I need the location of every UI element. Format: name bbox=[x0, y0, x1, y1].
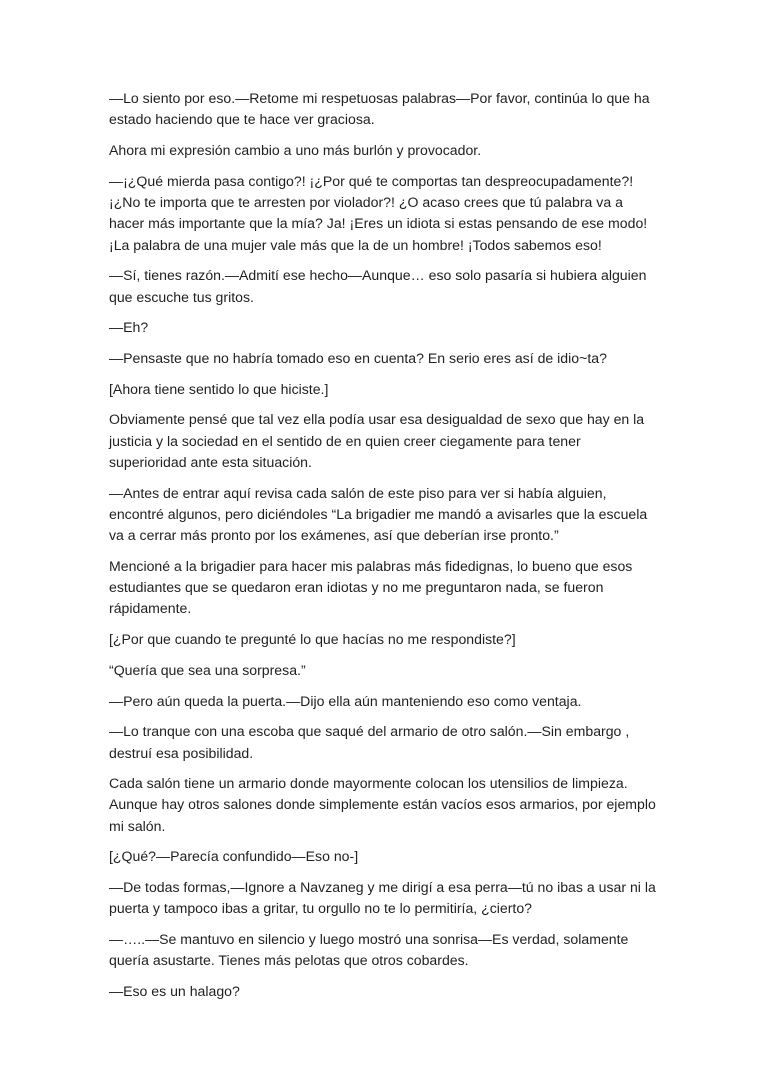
paragraph-17: —De todas formas,—Ignore a Navzaneg y me dirigí a esa perra—tú no ibas a usar ni la puerta y tampoco ibas a gritar, tu orgullo no te lo permitiría, ¿cierto? bbox=[109, 879, 656, 917]
paragraph-13: —Pero aún queda la puerta.—Dijo ella aún manteniendo eso como ventaja. bbox=[109, 692, 582, 709]
paragraph-11: [¿Por que cuando te pregunté lo que hacías no me respondiste?] bbox=[109, 631, 516, 648]
paragraph-12: “Quería que sea una sorpresa.” bbox=[109, 661, 306, 678]
paragraph-14: —Lo tranque con una escoba que saqué del armario de otro salón.—Sin embargo , destruí esa posibilidad. bbox=[109, 723, 630, 761]
paragraph-10: Mencioné a la brigadier para hacer mis palabras más fidedignas, lo bueno que esos estudiantes que se quedaron eran idiotas y no me preguntaron nada, se fueron rápidamente. bbox=[109, 557, 633, 617]
paragraph-15: Cada salón tiene un armario donde mayormente colocan los utensilios de limpieza. Aunque hay otros salones donde simplemente están vacíos esos armarios, por ejemplo mi salón. bbox=[109, 775, 656, 834]
paragraph-16: [¿Qué?—Parecía confundido—Eso no-] bbox=[109, 848, 359, 865]
paragraph-9: —Antes de entrar aquí revisa cada salón de este piso para ver si había alguien, encontré algunos, pero diciéndoles “La brigadier me mandó a avisarles que la escuela va a cerrar más pronto por los exámenes, así que deberían irse pronto.” bbox=[109, 484, 648, 544]
paragraph-1: —Lo siento por eso.—Retome mi respetuosas palabras—Por favor, continúa lo que ha estado haciendo que te hace ver graciosa. bbox=[109, 90, 650, 128]
paragraph-8: Obviamente pensé que tal vez ella podía usar esa desigualdad de sexo que hay en la justicia y la sociedad en el sentido de en quien creer ciegamente para tener superioridad ante esta situación. bbox=[109, 411, 645, 470]
paragraph-18: —…..—Se mantuvo en silencio y luego mostró una sonrisa—Es verdad, solamente quería asustarte. Tienes más pelotas que otros cobardes. bbox=[109, 931, 629, 969]
paragraph-2: Ahora mi expresión cambio a uno más burlón y provocador. bbox=[109, 141, 482, 158]
paragraph-19: —Eso es un halago? bbox=[109, 983, 240, 1000]
paragraph-7: [Ahora tiene sentido lo que hiciste.] bbox=[109, 380, 329, 397]
paragraph-3: —¡¿Qué mierda pasa contigo?! ¡¿Por qué te comportas tan despreocupadamente?! ¡¿No te importa que te arresten por violador?! ¿O acaso crees que tú palabra va a hacer más importante que la mía? Ja! ¡Eres un idiota si estas pensando de ese modo! ¡La palabra de una mujer vale más que la de un hombre! ¡Todos sabemos eso! bbox=[109, 172, 648, 253]
paragraph-5: —Eh? bbox=[109, 319, 149, 336]
paragraph-4: —Sí, tienes razón.—Admití ese hecho—Aunque… eso solo pasaría si hubiera alguien que escuche tus gritos. bbox=[109, 267, 647, 305]
document-page bbox=[109, 88, 657, 1012]
paragraph-6: —Pensaste que no habría tomado eso en cuenta? En serio eres así de idio~ta? bbox=[109, 349, 607, 366]
